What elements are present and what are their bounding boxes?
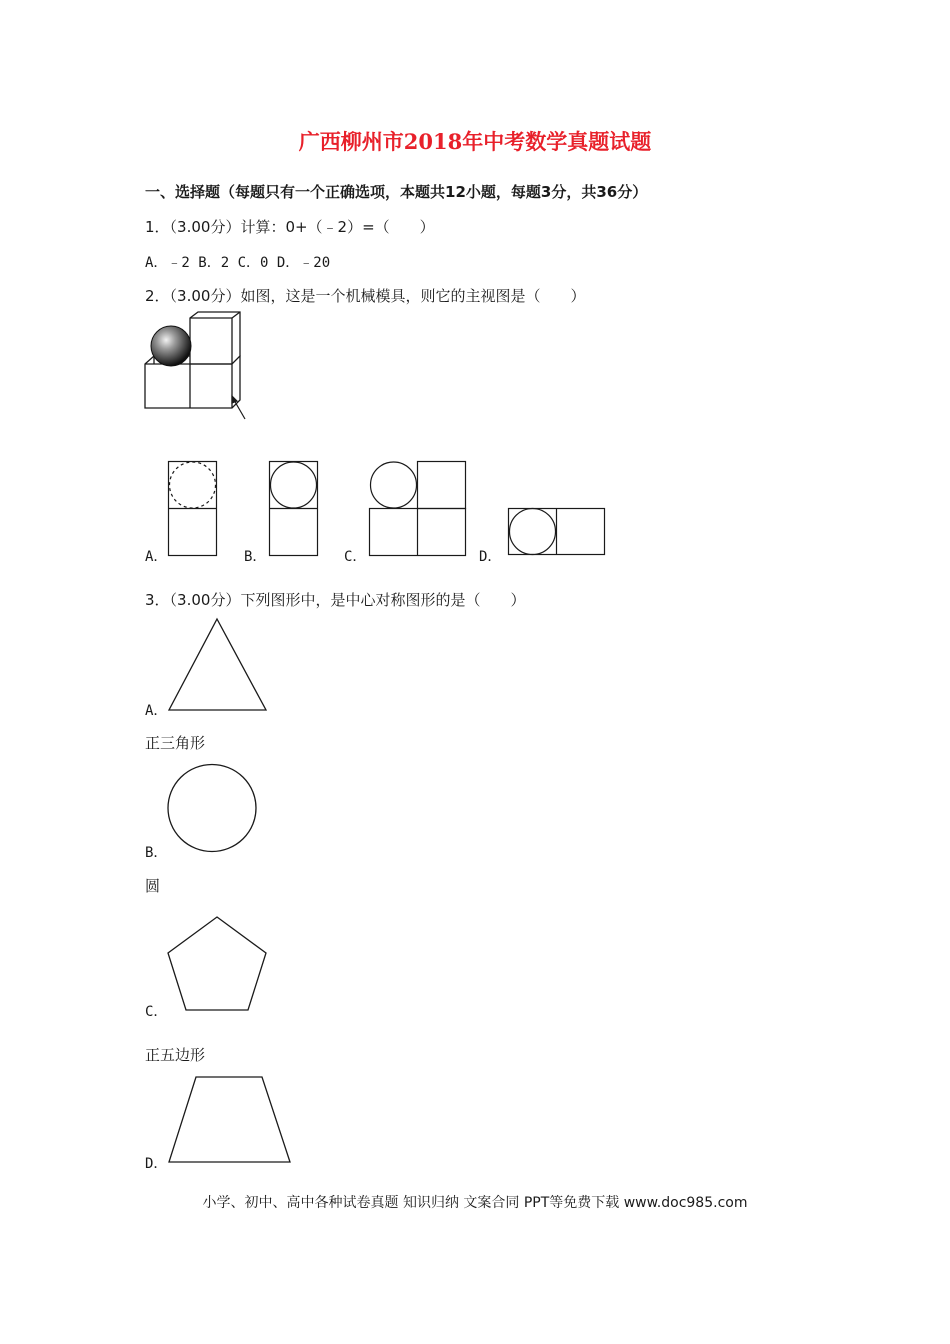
q2-option-a-figure [168, 461, 218, 557]
question-2-stem: 2．（3.00分）如图，这是一个机械模具，则它的主视图是（ ） [145, 287, 586, 305]
mechanical-mold-figure [144, 312, 250, 422]
circle-figure [167, 764, 259, 854]
question-1-options: A．﹣2 B．2 C．0 D．﹣20 [145, 255, 331, 271]
q2-option-c-label: C． [344, 549, 367, 565]
q3-option-c-caption: 正五边形 [145, 1046, 206, 1064]
q3-option-a-label: A． [145, 703, 168, 719]
question-3-stem: 3．（3.00分）下列图形中，是中心对称图形的是（ ） [145, 591, 526, 609]
question-1-stem: 1．（3.00分）计算：0+（﹣2）=（ ） [145, 218, 435, 236]
trapezoid-figure [168, 1076, 292, 1164]
page-title: 广西柳州市2018年中考数学真题试题 [298, 129, 652, 154]
q3-option-c-label: C． [145, 1004, 168, 1020]
q2-option-c-figure [369, 461, 467, 557]
page-footer: 小学、初中、高中各种试卷真题 知识归纳 文案合同 PPT等免费下载 www.doc985.com [202, 1195, 748, 1211]
q3-option-a-caption: 正三角形 [145, 734, 206, 752]
q2-option-b-figure [269, 461, 319, 557]
q2-option-d-label: D． [479, 549, 502, 565]
triangle-figure [168, 618, 268, 712]
q2-option-b-label: B． [244, 549, 267, 565]
section-heading: 一、选择题（每题只有一个正确选项，本题共12小题，每题3分，共36分） [145, 183, 648, 201]
q2-option-d-figure [508, 508, 606, 556]
q3-option-d-label: D． [145, 1156, 168, 1172]
q3-option-b-label: B． [145, 845, 168, 861]
q2-option-a-label: A． [145, 549, 168, 565]
pentagon-figure [167, 916, 269, 1012]
q3-option-b-caption: 圆 [145, 877, 161, 895]
